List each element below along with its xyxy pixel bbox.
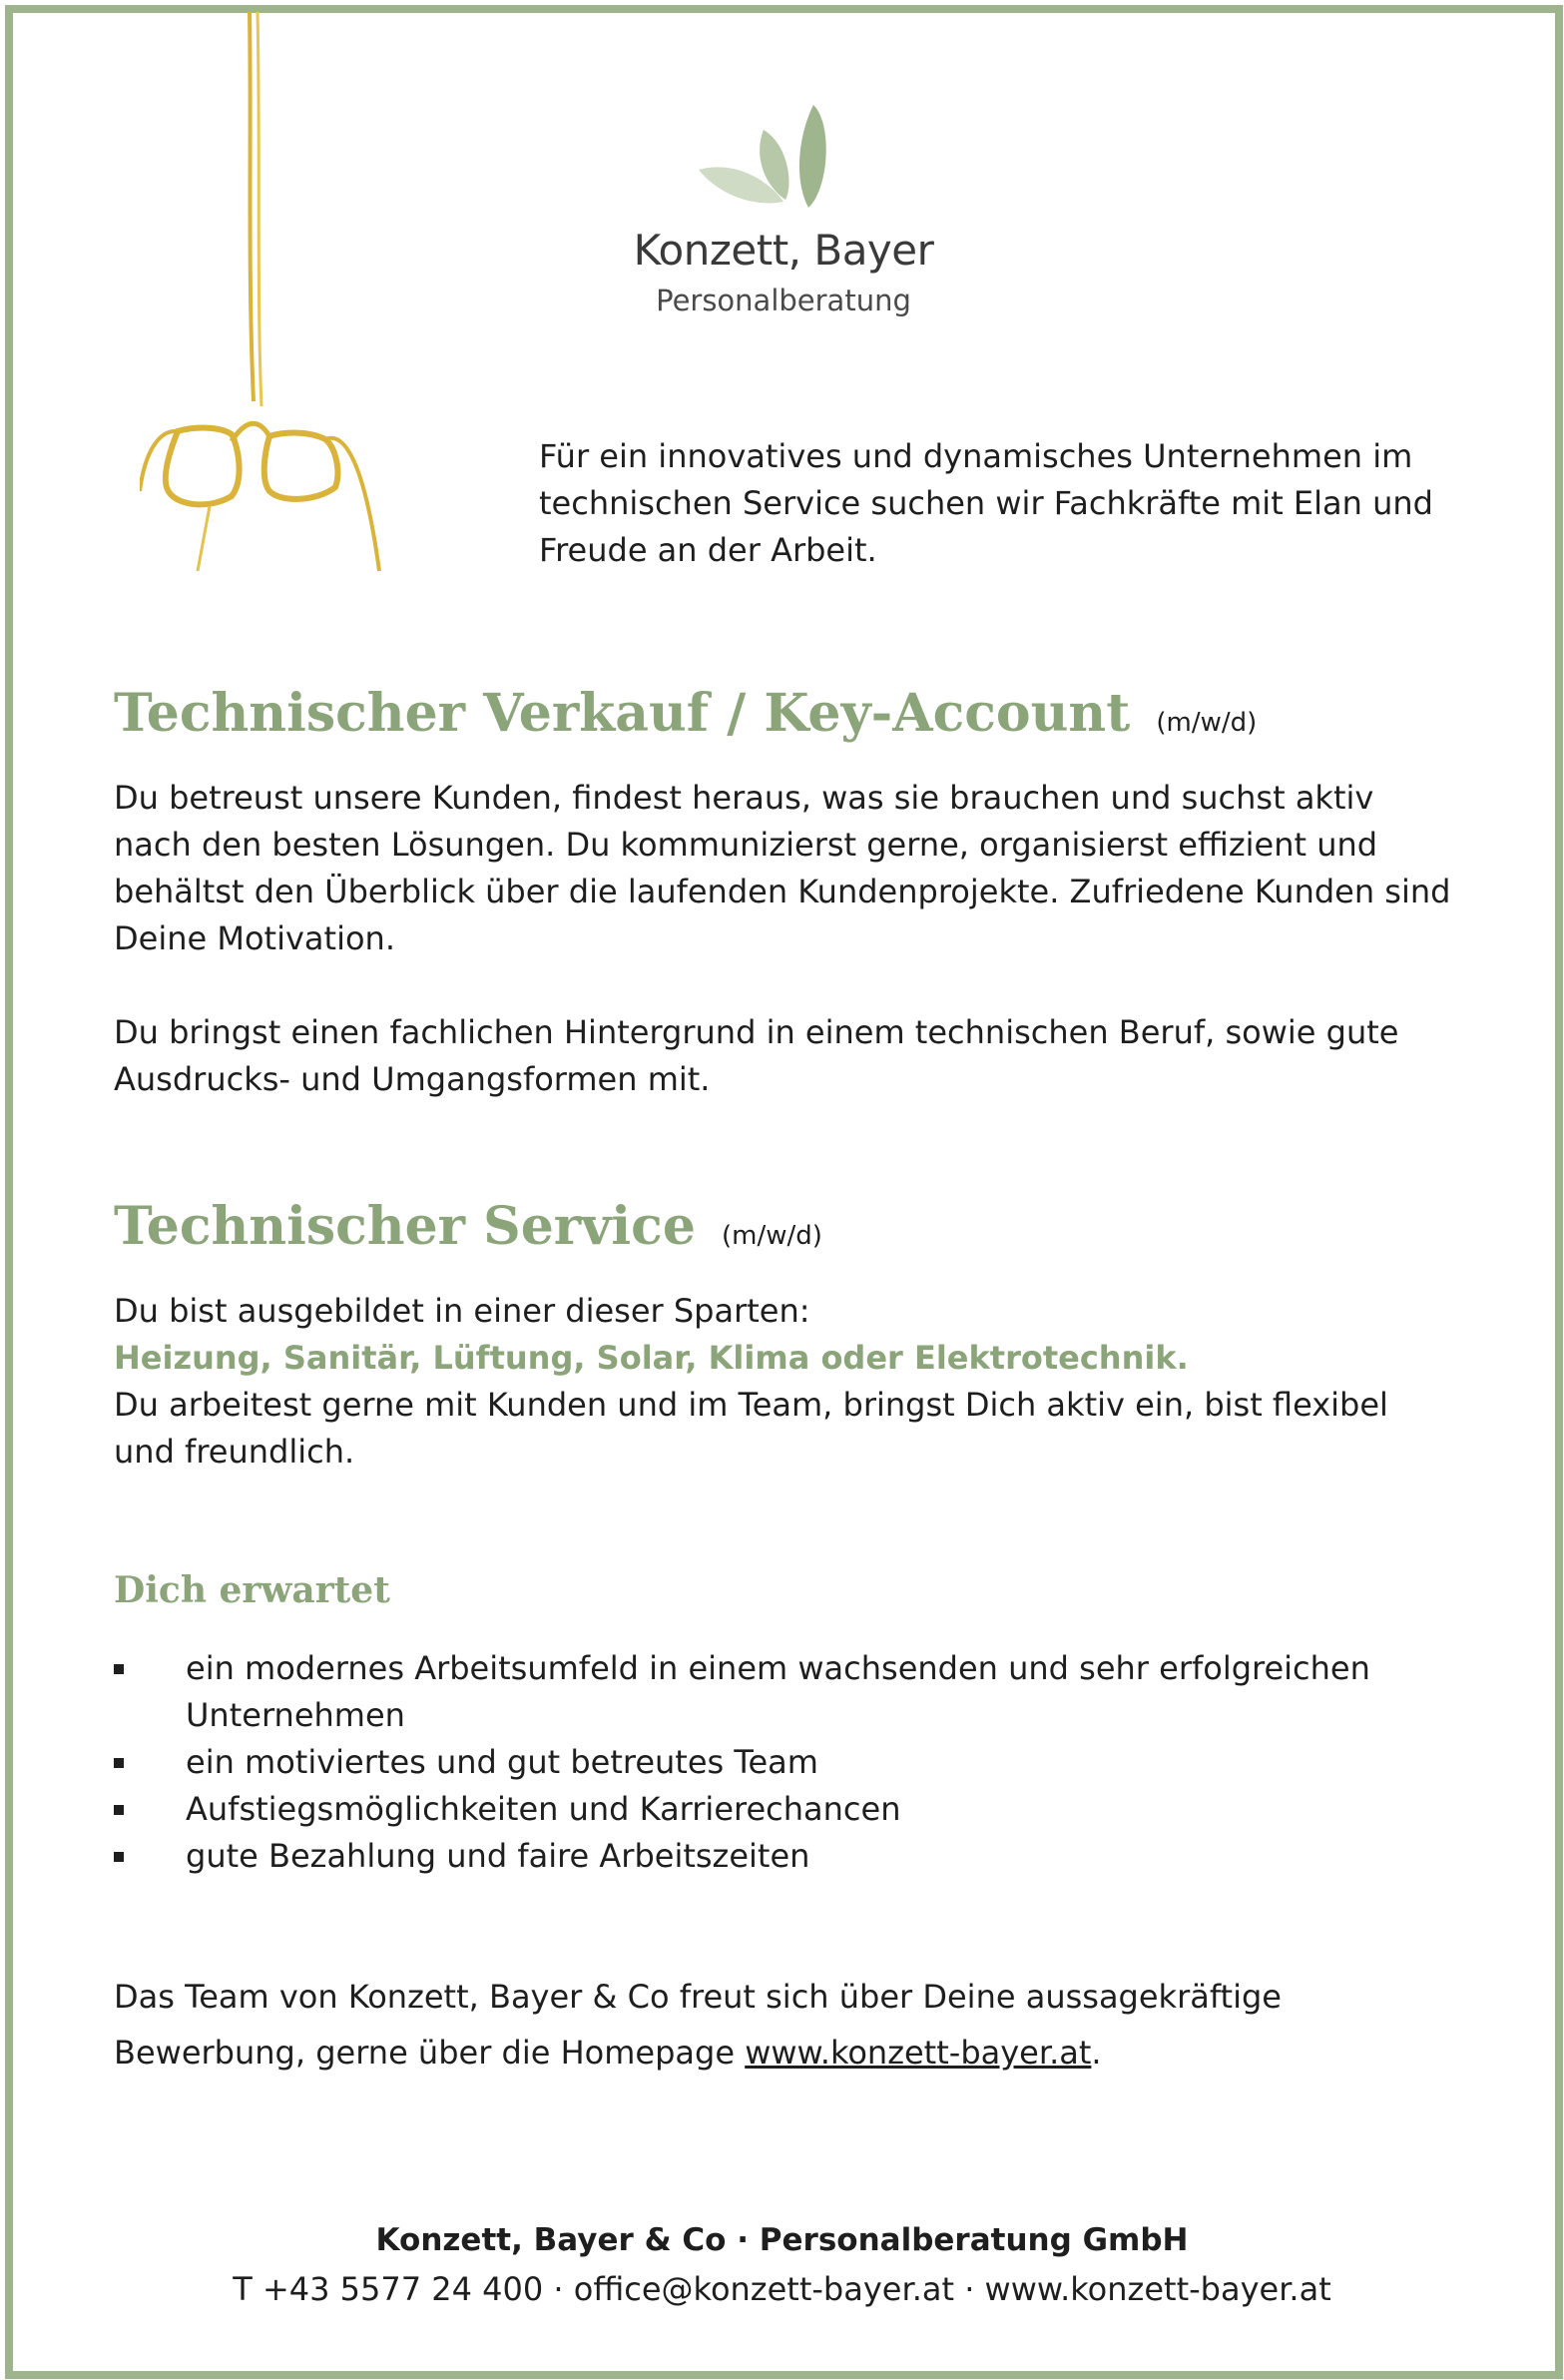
job1-gender: (m/w/d) bbox=[1156, 708, 1258, 738]
benefit-item: Aufstiegsmöglichkeiten und Karrierechancen bbox=[114, 1786, 1451, 1833]
intro-text: Für ein innovatives und dynamisches Unternehmen im technischen Service suchen wir Fachkräfte mit Elan und Freude an der Arbeit. bbox=[539, 437, 1433, 569]
job1-heading bbox=[114, 683, 1257, 744]
job2-fields: Heizung, Sanitär, Lüftung, Solar, Klima oder Elektrotechnik. bbox=[114, 1339, 1189, 1377]
job2-line-1: Du bist ausgebildet in einer dieser Sparten: bbox=[114, 1292, 810, 1330]
closing-body: Das Team von Konzett, Bayer & Co freut sich über Deine aussagekräftige Bewerbung, gerne über die Homepage bbox=[114, 1978, 1282, 2072]
job2-description bbox=[114, 1288, 1451, 1476]
logo-leaf-icon bbox=[694, 100, 833, 220]
closing-end: . bbox=[1091, 2034, 1102, 2072]
closing-text bbox=[114, 1969, 1451, 2081]
wire-glasses-illustration bbox=[140, 12, 419, 581]
logo-name: Konzett, Bayer bbox=[633, 226, 934, 275]
benefits-heading: Dich erwartet bbox=[114, 1569, 390, 1611]
footer-contact: T +43 5577 24 400 · office@konzett-bayer.at · www.konzett-bayer.at bbox=[233, 2270, 1331, 2308]
job1-title: Technischer Verkauf / Key-Account bbox=[114, 683, 1131, 744]
job1-paragraph-2: Du bringst einen fachlichen Hintergrund in einem technischen Beruf, sowie gute Ausdrucks- und Umgangsformen mit. bbox=[114, 1013, 1399, 1098]
job2-line-2: Du arbeitest gerne mit Kunden und im Team, bringst Dich aktiv ein, bist flexibel und freundlich. bbox=[114, 1386, 1388, 1471]
benefit-item: ein motiviertes und gut betreutes Team bbox=[114, 1739, 1451, 1786]
footer-company: Konzett, Bayer & Co · Personalberatung GmbH bbox=[375, 2222, 1189, 2258]
benefit-item: gute Bezahlung und faire Arbeitszeiten bbox=[114, 1833, 1451, 1880]
benefits-list bbox=[114, 1645, 1451, 1880]
job2-heading bbox=[114, 1196, 822, 1257]
job2-gender: (m/w/d) bbox=[722, 1221, 822, 1251]
job2-title: Technischer Service bbox=[114, 1196, 696, 1257]
job1-paragraph-1: Du betreust unsere Kunden, findest heraus, was sie brauchen und suchst aktiv nach den besten Lösungen. Du kommunizierst gerne, organisierst effizient und behältst den Überblick über die laufenden Kundenprojekte. Zufriedene Kunden sind Deine Motivation. bbox=[114, 779, 1451, 957]
homepage-link[interactable]: www.konzett-bayer.at bbox=[745, 2034, 1092, 2072]
benefit-item: ein modernes Arbeitsumfeld in einem wachsenden und sehr erfolgreichen Unternehmen bbox=[114, 1645, 1451, 1739]
logo-subtitle: Personalberatung bbox=[656, 284, 911, 317]
